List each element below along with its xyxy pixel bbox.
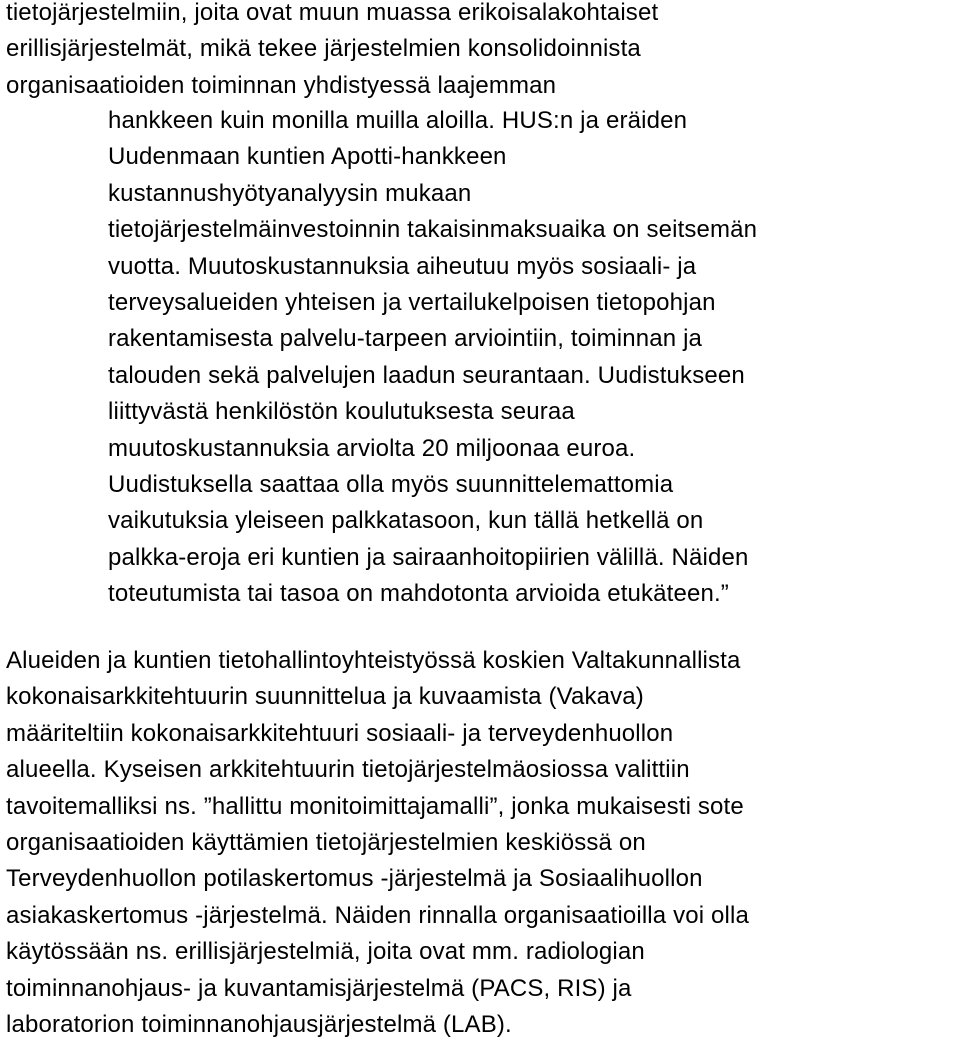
- text-line: kustannushyötyanalyysin mukaan: [108, 179, 472, 207]
- text-line: kokonaisarkkitehtuurin suunnittelua ja kuvaamista (Vakava): [6, 683, 644, 711]
- text-line: tavoitemalliksi ns. ”hallittu monitoimittajamalli”, jonka mukaisesti sote: [6, 792, 744, 820]
- text-line: liittyvästä henkilöstön koulutuksesta seuraa: [108, 398, 575, 426]
- text-line: tietojärjestelmiin, joita ovat muun muassa erikoisalakohtaiset: [6, 0, 659, 26]
- text-line: käytössään ns. erillisjärjestelmiä, joita ovat mm. radiologian: [6, 938, 645, 966]
- text-line: terveysalueiden yhteisen ja vertailukelpoisen tietopohjan: [108, 288, 716, 316]
- paragraph-continuation: [6, 0, 658, 104]
- text-line: talouden sekä palvelujen laadun seurantaan. Uudistukseen: [108, 361, 745, 389]
- paragraph-architecture: [6, 643, 749, 1043]
- text-line: muutoskustannuksia arviolta 20 miljoonaa euroa.: [108, 434, 636, 462]
- text-line: Terveydenhuollon potilaskertomus -järjestelmä ja Sosiaalihuollon: [6, 865, 703, 893]
- text-line: vaikutuksia yleiseen palkkatasoon, kun tällä hetkellä on: [108, 507, 704, 535]
- text-line: erillisjärjestelmät, mikä tekee järjestelmien konsolidoinnista: [6, 35, 641, 63]
- text-line: organisaatioiden käyttämien tietojärjestelmien keskiössä on: [6, 828, 646, 856]
- text-line: Alueiden ja kuntien tietohallintoyhteistyössä koskien Valtakunnallista: [6, 647, 741, 674]
- text-line: organisaatioiden toiminnan yhdistyessä laajemman: [6, 71, 557, 99]
- text-line: vuotta. Muutoskustannuksia aiheutuu myös sosiaali- ja: [108, 252, 697, 280]
- indented-quote-block: [108, 103, 757, 612]
- text-line: palkka-eroja eri kuntien ja sairaanhoitopiirien välillä. Näiden: [108, 543, 749, 571]
- text-line: Uudistuksella saattaa olla myös suunnittelemattomia: [108, 470, 674, 498]
- text-line: Uudenmaan kuntien Apotti-hankkeen: [108, 143, 507, 171]
- text-line: alueella. Kyseisen arkkitehtuurin tietojärjestelmäosiossa valittiin: [6, 756, 690, 784]
- text-line: hankkeen kuin monilla muilla aloilla. HUS:n ja eräiden: [108, 107, 688, 134]
- text-line: rakentamisesta palvelu-tarpeen arviointiin, toiminnan ja: [108, 325, 703, 353]
- text-line: tietojärjestelmäinvestoinnin takaisinmaksuaika on seitsemän: [108, 216, 758, 244]
- text-line: määriteltiin kokonaisarkkitehtuuri sosiaali- ja terveydenhuollon: [6, 719, 674, 747]
- text-line: toiminnanohjaus- ja kuvantamisjärjestelmä (PACS, RIS) ja: [6, 974, 632, 1002]
- text-line: laboratorion toiminnanohjausjärjestelmä (LAB).: [6, 1010, 512, 1038]
- text-line: toteutumista tai tasoa on mahdotonta arvioida etukäteen.”: [108, 580, 729, 608]
- text-line: asiakaskertomus -järjestelmä. Näiden rinnalla organisaatioilla voi olla: [6, 901, 750, 929]
